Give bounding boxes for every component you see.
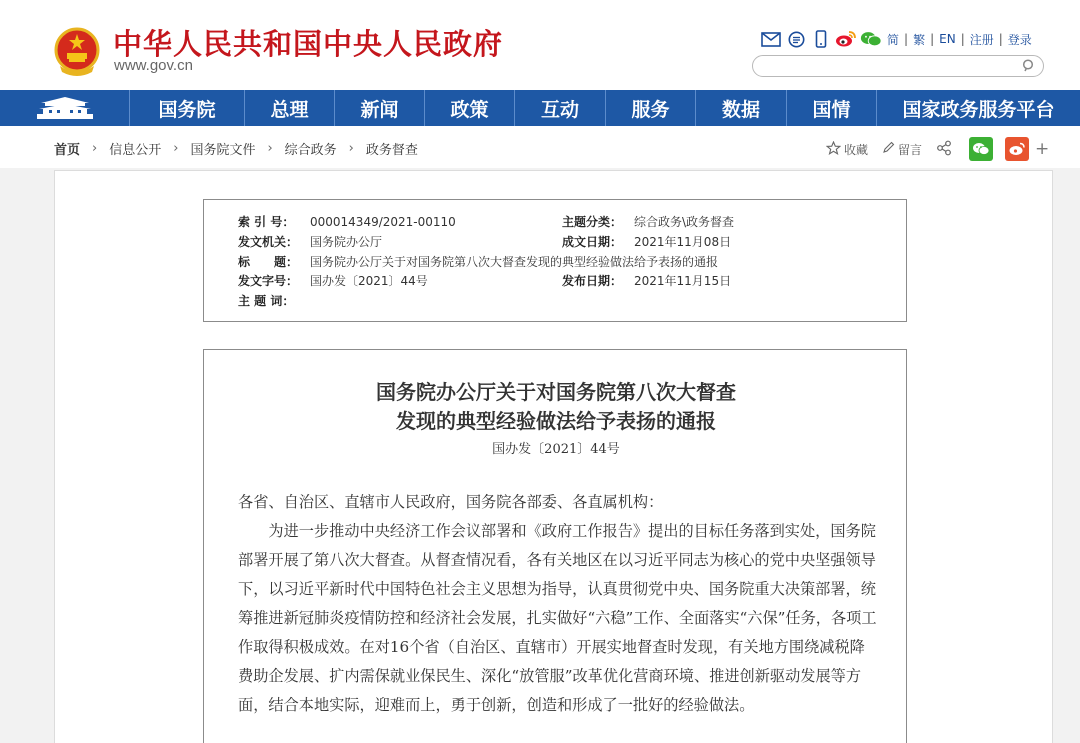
nav-item-national-info[interactable]: 国情	[787, 90, 877, 126]
lang-simplified-link[interactable]: 简	[887, 32, 900, 47]
separator: |	[904, 32, 909, 46]
comment-button[interactable]	[882, 141, 922, 158]
chat-icon[interactable]	[785, 30, 807, 48]
favorite-label: 收藏	[844, 142, 869, 157]
meta-created-date: 成文日期： 2021年11月08日	[562, 235, 732, 249]
national-emblem-icon[interactable]	[54, 26, 100, 76]
meta-index-no: 索 引 号： 000014349/2021-00110	[238, 215, 456, 229]
nav-item-data[interactable]: 数据	[696, 90, 787, 126]
header-tools	[760, 30, 1032, 48]
site-url[interactable]: www.gov.cn	[114, 57, 193, 74]
comment-label: 留言	[898, 142, 923, 157]
document-title-line-2: 发现的典型经验做法给予表扬的通报	[396, 409, 716, 433]
breadcrumb-state-council-docs[interactable]: 国务院文件	[190, 143, 256, 158]
salutation: 各省、自治区、直辖市人民政府，国务院各部委、各直属机构：	[238, 493, 664, 511]
nav-item-policy[interactable]: 政策	[425, 90, 515, 126]
search-input[interactable]	[763, 57, 1023, 77]
meta-keywords: 主 题 词：	[238, 294, 295, 308]
separator: |	[930, 32, 935, 46]
site-header	[0, 0, 1080, 90]
document-text	[238, 488, 878, 720]
document-number: 国办发〔2021〕44号	[492, 442, 620, 457]
register-link[interactable]: 注册	[969, 32, 994, 47]
chevron-right-icon: ›	[173, 141, 179, 156]
login-link[interactable]: 登录	[1007, 32, 1032, 47]
nav-item-state-council[interactable]: 国务院	[130, 90, 245, 126]
search-icon[interactable]	[1021, 58, 1037, 74]
share-button[interactable]	[936, 140, 955, 159]
weibo-share-icon[interactable]	[1005, 137, 1029, 161]
favorite-button[interactable]	[826, 141, 868, 158]
paragraph: 为进一步推动中央经济工作会议部署和《政府工作报告》提出的目标任务落到实处，国务院部署开展了第八次大督查。从督查情况看，各有关地区在以习近平同志为核心的党中央坚强领导下，以习近平新时代中国特色社会主义思想为指导，认真贯彻党中央、国务院重大决策部署，统筹推进新冠肺炎疫情防控和经济社会发展，扎实做好“六稳”工作、全面落实“六保”任务，各项工作取得积极成效。在对16个省（自治区、直辖市）开展实地督查时发现，有关地方围绕减税降费助企发展、扩内需保就业保民生、深化“放管服”改革优化营商环境、推进创新驱动发展等方面，结合本地实际，迎难而上，勇于创新，创造和形成了一批好的经验做法。	[238, 522, 877, 714]
breadcrumb-home[interactable]: 首页	[54, 143, 81, 158]
breadcrumb-supervision[interactable]: 政务督查	[365, 143, 418, 158]
more-share-button[interactable]: +	[1035, 139, 1050, 159]
tiananmen-icon	[35, 95, 95, 121]
search-box	[752, 55, 1044, 77]
nav-item-service[interactable]: 服务	[606, 90, 696, 126]
mail-icon[interactable]	[760, 30, 782, 48]
separator: |	[960, 32, 965, 46]
nav-item-interaction[interactable]: 互动	[515, 90, 606, 126]
breadcrumb-general-affairs[interactable]: 综合政务	[284, 143, 337, 158]
nav-item-gov-service-platform[interactable]: 国家政务服务平台	[902, 98, 1055, 121]
meta-issuer: 发文机关： 国务院办公厅	[238, 235, 383, 249]
language-links	[887, 31, 1032, 48]
lang-english-link[interactable]: EN	[939, 32, 956, 46]
share-toolbar	[826, 137, 1049, 161]
nav-item-news[interactable]: 新闻	[335, 90, 425, 126]
document-metadata-table	[203, 199, 907, 322]
lang-traditional-link[interactable]: 繁	[913, 32, 926, 47]
pencil-icon	[882, 141, 895, 157]
separator: |	[998, 32, 1003, 46]
breadcrumb	[54, 139, 418, 158]
mobile-icon[interactable]	[810, 30, 832, 48]
meta-doc-no: 发文字号： 国办发〔2021〕44号	[238, 274, 428, 288]
chevron-right-icon: ›	[348, 141, 354, 156]
main-nav	[0, 90, 1080, 126]
site-title[interactable]: 中华人民共和国中央人民政府	[113, 27, 504, 61]
meta-published-date: 发布日期： 2021年11月15日	[562, 274, 732, 288]
nav-item-premier[interactable]: 总理	[245, 90, 335, 126]
wechat-share-icon[interactable]	[969, 137, 993, 161]
meta-title: 标 题： 国务院办公厅关于对国务院第八次大督查发现的典型经验做法给予表扬的通报	[238, 255, 719, 269]
breadcrumb-info-disclosure[interactable]: 信息公开	[109, 143, 162, 158]
wechat-icon[interactable]	[860, 30, 882, 48]
document-body	[203, 349, 907, 743]
share-icon	[936, 140, 952, 159]
weibo-icon[interactable]	[835, 30, 857, 48]
content-panel	[54, 170, 1053, 743]
chevron-right-icon: ›	[267, 141, 273, 156]
chevron-right-icon: ›	[92, 141, 98, 156]
document-title-line-1: 国务院办公厅关于对国务院第八次大督查	[376, 380, 736, 404]
nav-home[interactable]	[0, 90, 130, 126]
star-icon	[826, 141, 841, 158]
meta-category: 主题分类： 综合政务\政务督查	[562, 215, 735, 229]
